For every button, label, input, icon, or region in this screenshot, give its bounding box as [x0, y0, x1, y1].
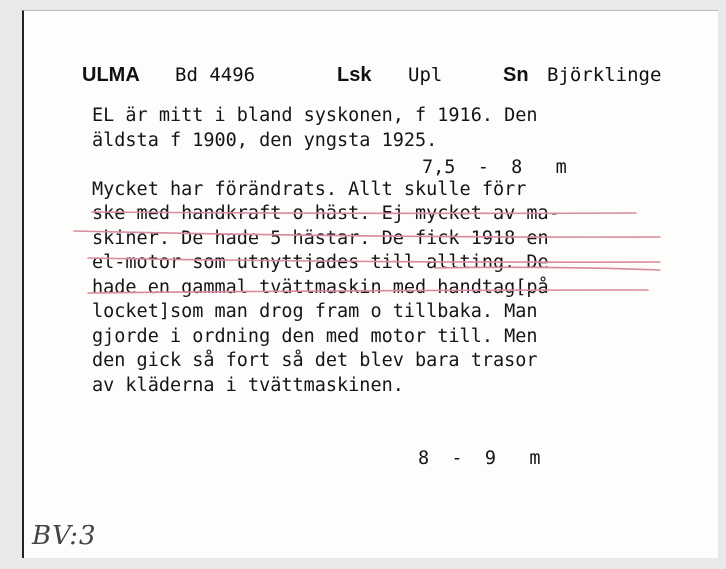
record-number: Bd 4496: [175, 64, 256, 86]
archive-name: ULMA: [82, 64, 140, 86]
text-line: av kläderna i tvättmaskinen.: [92, 374, 404, 396]
card-text: [92, 104, 560, 398]
text-line: locket]som man drog fram o tillbaka. Man: [92, 301, 538, 322]
measure-top: 7,5 - 8 m: [422, 157, 567, 178]
text-line: den gick så fort så det blev bara trasor: [92, 350, 538, 371]
socken-value: Björklinge: [547, 64, 662, 86]
text-line: skiner. De hade 5 hästar. De fick 1918 en: [92, 227, 549, 249]
text-line: gjorde i ordning den med motor till. Men: [92, 325, 538, 347]
measure-bottom: 8 - 9 m: [418, 448, 541, 469]
text-line: EL är mitt i bland syskonen, f 1916. Den: [92, 105, 538, 126]
landskap-label: Lsk: [337, 64, 372, 86]
socken-label: Sn: [503, 64, 529, 86]
text-line: Mycket har förändrats. Allt skulle förr: [92, 178, 527, 200]
text-line: äldsta f 1900, den yngsta 1925.: [92, 129, 438, 151]
landskap-value: Upl: [408, 64, 443, 86]
text-line: ske med handkraft o häst. Ej mycket av ma-: [92, 203, 560, 224]
text-line: hade en gammal tvättmaskin med handtag[på: [92, 276, 549, 298]
signum-handwritten: BV:3: [32, 521, 97, 551]
text-line: el-motor som utnyttjades till allting. De: [92, 252, 549, 273]
